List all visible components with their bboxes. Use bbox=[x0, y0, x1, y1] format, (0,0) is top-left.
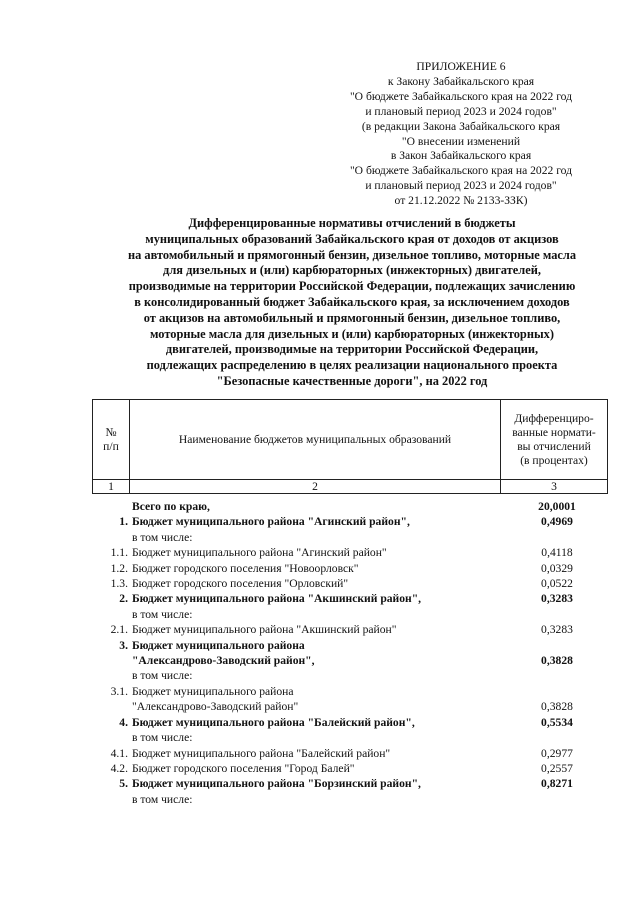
row-name-line: Бюджет муниципального района "Агинский район", bbox=[132, 515, 410, 529]
row-number: 4.1. bbox=[110, 746, 128, 760]
appendix-line: к Закону Забайкальского края bbox=[387, 74, 535, 88]
row-name-line: Бюджет муниципального района "Борзинский район", bbox=[132, 777, 421, 791]
row-value-text: 0,5534 bbox=[541, 715, 573, 729]
table-body bbox=[92, 499, 608, 807]
row-value bbox=[506, 746, 608, 761]
row-name bbox=[128, 561, 506, 576]
appendix-line: "О бюджете Забайкальского края на 2022 год bbox=[349, 89, 573, 103]
row-name-line: Бюджет муниципального района "Акшинский район", bbox=[132, 592, 422, 606]
appendix-line: от 21.12.2022 № 2133-ЗЗК) bbox=[394, 194, 528, 208]
row-name bbox=[128, 622, 506, 637]
row-name bbox=[128, 576, 506, 591]
row-subtitle: в том числе: bbox=[132, 792, 193, 806]
row-number: 3. bbox=[119, 638, 128, 652]
row-name-line: Бюджет городского поселения "Город Балей" bbox=[132, 761, 355, 775]
row-number: 1. bbox=[119, 515, 128, 529]
header-value: Дифференциро- ванные нормати- вы отчислений (в процентах) bbox=[501, 400, 608, 480]
column-number-3: 3 bbox=[501, 480, 608, 494]
column-number-2: 2 bbox=[130, 480, 501, 494]
appendix-line: и плановый период 2023 и 2024 годов" bbox=[365, 104, 557, 118]
row-value-spacer bbox=[506, 792, 608, 807]
row-subtitle: в том числе: bbox=[132, 669, 193, 683]
title-line: производимые на территории Российской Федерации, подлежащих зачислению bbox=[128, 279, 576, 294]
row-subtitle: в том числе: bbox=[132, 607, 193, 621]
row-number: 2. bbox=[119, 592, 128, 606]
row-value-text: 0,4118 bbox=[541, 546, 573, 560]
column-number-1: 1 bbox=[93, 480, 130, 494]
row-value-text: 0,2557 bbox=[541, 761, 573, 775]
table-row bbox=[92, 591, 608, 622]
title-line: Дифференцированные нормативы отчислений в бюджеты bbox=[188, 216, 516, 230]
row-name bbox=[128, 499, 506, 514]
row-value-text: 0,2977 bbox=[541, 746, 573, 760]
title-line: муниципальных образований Забайкальского края от доходов от акцизов bbox=[145, 231, 559, 246]
row-value-text: 0,3828 bbox=[541, 700, 573, 714]
row-number: 4.2. bbox=[110, 761, 128, 775]
header-name: Наименование бюджетов муниципальных образований bbox=[130, 400, 501, 480]
row-name-line: Бюджет городского поселения "Орловский" bbox=[132, 577, 349, 591]
row-name-line: Бюджет муниципального района "Агинский район" bbox=[132, 546, 387, 560]
table-row bbox=[92, 561, 608, 576]
row-number: 5. bbox=[119, 777, 128, 791]
row-value bbox=[506, 545, 608, 560]
row-name-line: Бюджет муниципального района bbox=[132, 684, 294, 698]
row-name bbox=[128, 776, 506, 807]
title-line: моторные масла для дизельных и (или) карбюраторных (инжекторных) bbox=[150, 326, 554, 341]
row-value bbox=[506, 514, 608, 545]
table-row bbox=[92, 638, 608, 684]
row-value-text: 0,3283 bbox=[541, 592, 573, 606]
row-name bbox=[128, 715, 506, 746]
appendix-line: "О бюджете Забайкальского края на 2022 год bbox=[349, 164, 573, 178]
row-name bbox=[128, 638, 506, 684]
title-line: подлежащих распределению в целях реализации национального проекта bbox=[146, 358, 558, 373]
row-value-text: 0,4969 bbox=[541, 515, 573, 529]
row-number: 1.1. bbox=[110, 546, 128, 560]
row-value bbox=[506, 776, 608, 807]
row-name-line: Всего по краю, bbox=[132, 500, 210, 513]
title-line: в консолидированный бюджет Забайкальского края, за исключением доходов bbox=[134, 294, 570, 309]
appendix-line: в Закон Забайкальского края bbox=[390, 149, 532, 163]
row-value-spacer bbox=[506, 668, 608, 683]
row-number: 1.3. bbox=[110, 577, 128, 591]
table-row bbox=[92, 499, 608, 514]
table-row bbox=[92, 684, 608, 715]
row-number: 3.1. bbox=[110, 684, 128, 698]
appendix-header bbox=[330, 60, 592, 209]
row-number: 2.1. bbox=[110, 623, 128, 637]
row-value-text: 20,0001 bbox=[538, 500, 576, 513]
row-value-spacer bbox=[506, 607, 608, 622]
row-name bbox=[128, 514, 506, 545]
document-title bbox=[80, 216, 624, 390]
row-value-text: 0,3283 bbox=[541, 623, 573, 637]
table-row bbox=[92, 746, 608, 761]
title-line: двигателей, производимые на территории Российской Федерации, bbox=[165, 342, 539, 357]
title-line: на автомобильный и прямогонный бензин, дизельное топливо, моторные масла bbox=[127, 247, 577, 262]
row-name bbox=[128, 545, 506, 560]
row-name-line: Бюджет городского поселения "Новоорловск" bbox=[132, 561, 359, 575]
row-number: 1.2. bbox=[110, 561, 128, 575]
row-number: 4. bbox=[119, 715, 128, 729]
appendix-line: "О внесении изменений bbox=[401, 134, 521, 148]
row-name-line: "Александрово-Заводский район" bbox=[132, 700, 299, 714]
row-value bbox=[506, 499, 608, 514]
row-value-spacer bbox=[506, 530, 608, 545]
row-value bbox=[506, 561, 608, 576]
table-row bbox=[92, 622, 608, 637]
row-value bbox=[506, 715, 608, 746]
row-value-text: 0,3828 bbox=[541, 654, 573, 668]
row-value-text: 0,0329 bbox=[541, 561, 573, 575]
row-name-line: "Александрово-Заводский район", bbox=[132, 654, 315, 668]
row-name bbox=[128, 591, 506, 622]
row-name-line: Бюджет муниципального района bbox=[132, 638, 305, 652]
row-value-text: 0,0522 bbox=[541, 577, 573, 591]
title-line: от акцизов на автомобильный и прямогонный бензин, дизельное топливо, bbox=[143, 310, 561, 325]
table-row bbox=[92, 776, 608, 807]
title-line: для дизельных и (или) карбюраторных (инжекторных) двигателей, bbox=[163, 263, 541, 278]
appendix-line: и плановый период 2023 и 2024 годов" bbox=[365, 179, 557, 193]
row-value bbox=[506, 591, 608, 622]
header-number: № п/п bbox=[93, 400, 130, 480]
table-header bbox=[92, 399, 608, 494]
row-value bbox=[506, 576, 608, 591]
appendix-line: (в редакции Закона Забайкальского края bbox=[361, 119, 561, 133]
table-row bbox=[92, 715, 608, 746]
row-name-line: Бюджет муниципального района "Балейский район", bbox=[132, 715, 415, 729]
appendix-line: ПРИЛОЖЕНИЕ 6 bbox=[416, 60, 506, 73]
row-value bbox=[506, 684, 608, 715]
table-row bbox=[92, 761, 608, 776]
row-value bbox=[506, 761, 608, 776]
row-value bbox=[506, 638, 608, 684]
table-row bbox=[92, 514, 608, 545]
row-name bbox=[128, 761, 506, 776]
row-value-text: 0,8271 bbox=[541, 777, 573, 791]
row-name bbox=[128, 684, 506, 715]
row-subtitle: в том числе: bbox=[132, 530, 193, 544]
title-line: "Безопасные качественные дороги", на 2022 год bbox=[216, 373, 488, 388]
row-name-line: Бюджет муниципального района "Балейский район" bbox=[132, 746, 391, 760]
row-name bbox=[128, 746, 506, 761]
row-value bbox=[506, 622, 608, 637]
row-value-spacer bbox=[506, 730, 608, 745]
row-number bbox=[92, 499, 128, 514]
row-subtitle: в том числе: bbox=[132, 731, 193, 745]
table-row bbox=[92, 545, 608, 560]
table-row bbox=[92, 576, 608, 591]
row-name-line: Бюджет муниципального района "Акшинский район" bbox=[132, 623, 397, 637]
